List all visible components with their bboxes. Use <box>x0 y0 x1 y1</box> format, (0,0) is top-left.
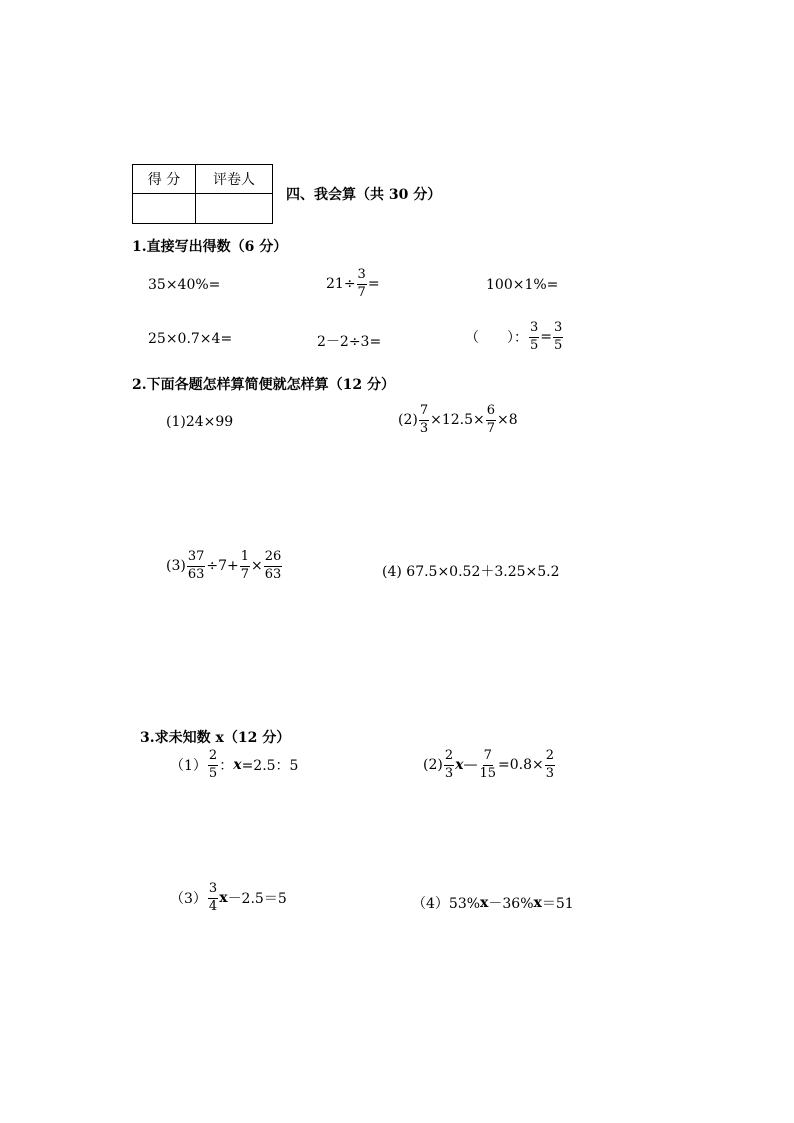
variable-x: x <box>219 890 228 907</box>
q1-item-a: 35×40%= <box>148 277 221 293</box>
q1-item-f <box>465 321 564 354</box>
variable-x: x <box>233 757 242 774</box>
grader-header: 评卷人 <box>196 165 273 194</box>
section-title: 四、我会算（共 30 分） <box>286 187 442 203</box>
q3-p1-rest: =2.5：5 <box>241 758 299 775</box>
q1-item-b <box>326 268 380 301</box>
q3-p1-fraction <box>208 749 218 782</box>
score-header: 得 分 <box>133 165 196 194</box>
denominator: 5 <box>208 765 218 781</box>
q2-p3-label: (3) <box>166 558 186 575</box>
score-cell <box>133 194 196 224</box>
q1-f-fraction-2 <box>553 321 563 354</box>
denominator: 3 <box>419 420 429 436</box>
grader-cell <box>196 194 273 224</box>
numerator: 3 <box>553 321 563 338</box>
score-table <box>132 164 273 224</box>
q3-p2-fraction-1 <box>444 749 454 782</box>
variable-x: x <box>455 757 464 774</box>
numerator: 1 <box>240 550 250 567</box>
denominator: 7 <box>357 284 366 300</box>
denominator: 3 <box>444 765 454 781</box>
q3-p4-mid: －36% <box>488 896 534 912</box>
q1-item-d: 25×0.7×4= <box>148 331 233 347</box>
q2-p3-fraction-2 <box>240 550 250 583</box>
q3-p2-fraction-3 <box>545 749 555 782</box>
q3-problem-3 <box>170 882 287 915</box>
q1-item-c: 100×1%= <box>486 277 559 293</box>
q2-p3-op: × <box>251 558 263 575</box>
numerator: 2 <box>444 749 454 766</box>
numerator: 3 <box>357 268 367 285</box>
q3-title: 3.求未知数 x（12 分） <box>140 730 291 746</box>
q3-problem-2 <box>423 749 556 782</box>
denominator: 5 <box>530 337 539 353</box>
q1-b-fraction <box>357 268 367 301</box>
q2-p3-mid: ÷7+ <box>206 558 239 575</box>
numerator: 2 <box>208 749 218 766</box>
denominator: 63 <box>264 566 282 582</box>
q2-problem-2 <box>398 404 518 437</box>
q3-p2-label: (2) <box>423 757 443 774</box>
numerator: 3 <box>529 321 539 338</box>
denominator: 3 <box>545 765 555 781</box>
q3-p3-fraction <box>208 882 218 915</box>
q1-f-eq: = <box>540 329 553 346</box>
q2-problem-3 <box>166 550 283 583</box>
q3-p3-rest: －2.5＝5 <box>227 891 287 908</box>
q1-f-fraction-1 <box>529 321 539 354</box>
numerator: 26 <box>264 550 283 567</box>
q3-p2-minus: — <box>463 757 478 774</box>
variable-x: x <box>480 895 489 911</box>
q1-f-pre: （ ）： <box>465 330 528 347</box>
q1-item-e: 2－2÷3= <box>317 334 382 350</box>
denominator: 15 <box>479 765 497 781</box>
q2-p2-mid: ×12.5× <box>430 412 485 429</box>
numerator: 7 <box>419 404 429 421</box>
q2-title: 2.下面各题怎样算简便就怎样算（12 分） <box>132 377 395 393</box>
q3-p1-colon: ： <box>219 758 234 775</box>
denominator: 63 <box>187 566 205 582</box>
q2-p2-fraction-1 <box>419 404 429 437</box>
numerator: 7 <box>483 749 493 766</box>
q3-p2-mid: =0.8× <box>498 757 544 774</box>
denominator: 7 <box>486 420 496 436</box>
q3-p4-end: ＝51 <box>541 896 574 912</box>
q3-p3-label: （3） <box>170 891 207 908</box>
q1-b-post: = <box>367 276 380 293</box>
q1-title: 1.直接写出得数（6 分） <box>132 239 288 255</box>
variable-x: x <box>533 895 542 911</box>
numerator: 2 <box>545 749 555 766</box>
q3-problem-4 <box>412 893 574 913</box>
denominator: 4 <box>208 898 218 914</box>
q2-p2-label: (2) <box>398 412 418 429</box>
q2-p2-fraction-2 <box>486 404 496 437</box>
denominator: 7 <box>240 566 250 582</box>
q2-problem-1: (1)24×99 <box>166 414 234 430</box>
q3-p2-fraction-2 <box>478 749 497 782</box>
q1-b-pre: 21÷ <box>326 276 356 293</box>
numerator: 6 <box>486 404 496 421</box>
numerator: 37 <box>187 550 206 567</box>
q2-p3-fraction-3 <box>264 550 283 583</box>
q3-p1-label: （1） <box>170 758 207 775</box>
q3-p4-pre: （4）53% <box>412 896 481 912</box>
numerator: 3 <box>208 882 218 899</box>
q2-p3-fraction-1 <box>187 550 206 583</box>
q3-problem-1 <box>170 749 298 782</box>
q2-problem-4: (4) 67.5×0.52＋3.25×5.2 <box>382 564 560 580</box>
denominator: 5 <box>554 337 563 353</box>
q2-p2-end: ×8 <box>497 412 518 429</box>
